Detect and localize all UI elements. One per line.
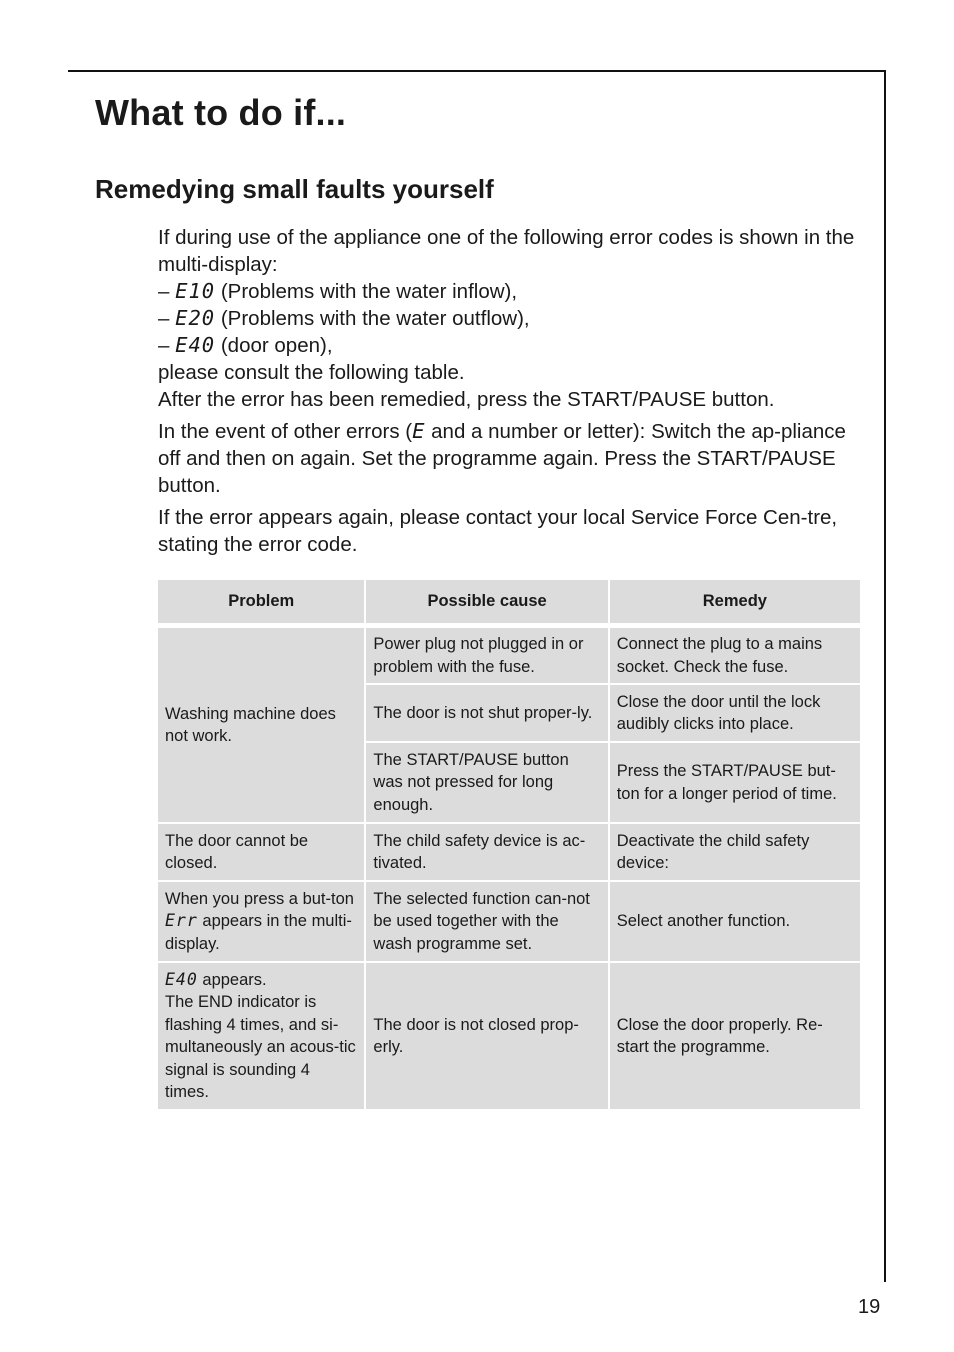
table-row xyxy=(158,824,860,882)
problem-cell: Washing machine does not work. xyxy=(158,628,366,824)
page-number: 19 xyxy=(858,1296,881,1318)
error-item-e20: – E20 (Problems with the water outflow), xyxy=(158,306,530,330)
intro-lead: If during use of the appliance one of the following error codes is shown in the multi-display: xyxy=(158,226,855,276)
error-item-e10: – E10 (Problems with the water inflow), xyxy=(158,279,518,303)
cause-cell: The selected function can-not be used together with the wash programme set. xyxy=(366,882,609,963)
intro-text xyxy=(158,224,858,563)
after-remedy-text: After the error has been remedied, press the START/PAUSE button. xyxy=(158,388,775,411)
table-row xyxy=(158,963,860,1111)
error-code: E20 xyxy=(175,306,216,330)
remedy-cell: Press the START/PAUSE but-ton for a longer period of time. xyxy=(610,743,860,824)
troubleshooting-table xyxy=(158,580,860,1111)
table-row xyxy=(158,882,860,963)
cause-cell: The door is not closed prop-erly. xyxy=(366,963,609,1111)
error-code: E40 xyxy=(175,333,216,357)
error-item-e40: – E40 (door open), xyxy=(158,333,333,357)
remedy-cell: Connect the plug to a mains socket. Check the fuse. xyxy=(610,628,860,685)
cause-cell: The START/PAUSE button was not pressed for long enough. xyxy=(366,743,609,824)
problem-cell: When you press a but-ton Err appears in the multi-display. xyxy=(158,882,366,963)
remedy-cell: Select another function. xyxy=(610,882,860,963)
remedy-cell: Deactivate the child safety device: xyxy=(610,824,860,882)
top-rule xyxy=(68,70,886,72)
section-title: Remedying small faults yourself xyxy=(95,174,494,204)
column-header-problem: Problem xyxy=(158,580,366,628)
consult-text: please consult the following table. xyxy=(158,361,465,384)
problem-cell: The door cannot be closed. xyxy=(158,824,366,882)
table-header-row xyxy=(158,580,860,628)
side-rule xyxy=(884,70,886,1282)
other-errors-paragraph: In the event of other errors (E and a number or letter): Switch the ap-pliance off and then on again. Set the programme again. Press the START/PAUSE button. xyxy=(158,419,846,497)
remedy-cell: Close the door properly. Re-start the programme. xyxy=(610,963,860,1111)
column-header-remedy: Remedy xyxy=(610,580,860,628)
error-code: E10 xyxy=(175,279,216,303)
cause-cell: Power plug not plugged in or problem with the fuse. xyxy=(366,628,609,685)
error-code: E40 xyxy=(165,969,198,989)
problem-cell: E40 appears. The END indicator is flashing 4 times, and si-multaneously an acous-tic signal is sounding 4 times. xyxy=(158,963,366,1111)
contact-service-paragraph: If the error appears again, please contact your local Service Force Cen-tre, stating the error code. xyxy=(158,506,838,556)
cause-cell: The door is not shut proper-ly. xyxy=(366,685,609,743)
page-title: What to do if... xyxy=(95,92,347,133)
remedy-cell: Close the door until the lock audibly clicks into place. xyxy=(610,685,860,743)
error-code: Err xyxy=(165,911,198,931)
intro-paragraph xyxy=(158,224,858,413)
table-row xyxy=(158,628,860,685)
error-code: E xyxy=(412,419,426,443)
cause-cell: The child safety device is ac-tivated. xyxy=(366,824,609,882)
column-header-cause: Possible cause xyxy=(366,580,609,628)
